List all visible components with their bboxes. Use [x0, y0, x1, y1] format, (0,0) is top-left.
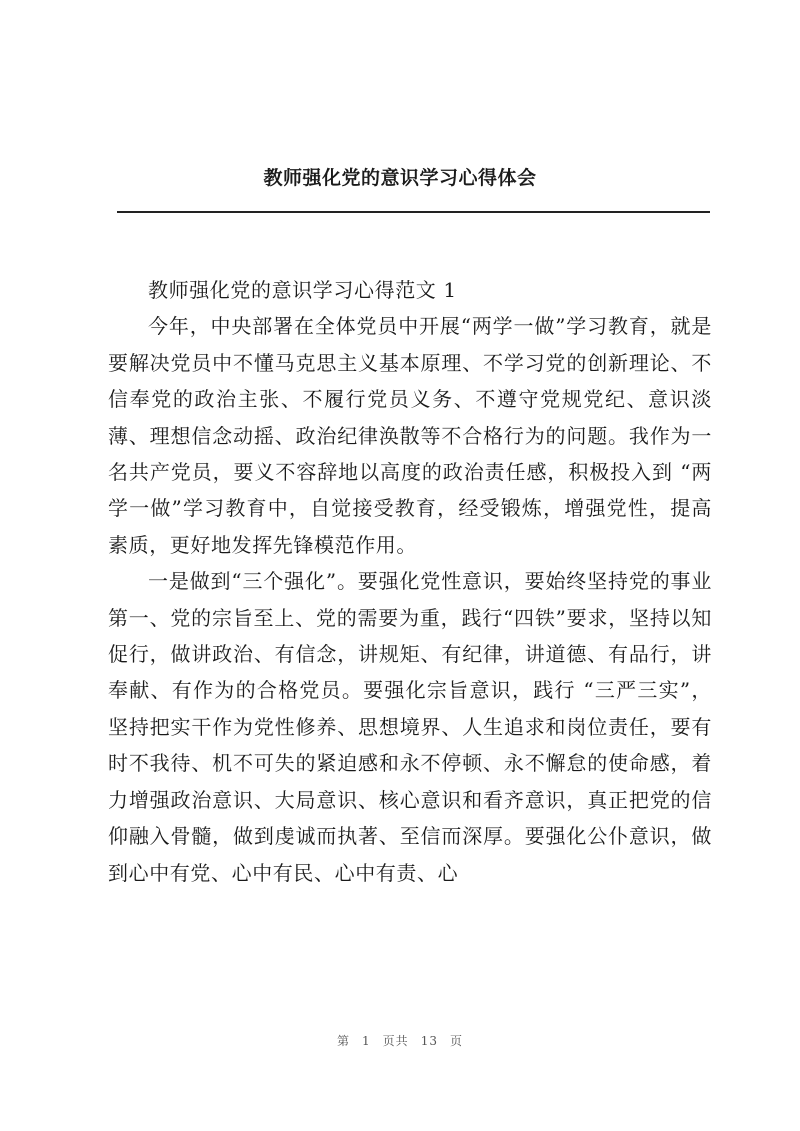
footer-mid: 页共: [382, 1034, 409, 1048]
footer-suffix: 页: [449, 1034, 463, 1048]
document-title: 教师强化党的意识学习心得体会: [263, 167, 537, 189]
paragraph-intro: 今年，中央部署在全体党员中开展“两学一做”学习教育，就是要解决党员中不懂马克思主义基本原理、不学习党的创新理论、不信奉党的政治主张、不履行党员义务、不遵守党规党纪、意识淡薄、理想信念动摇、政治纪律涣散等不合格行为的问题。我作为一名共产党员，要义不容辞地以高度的政治责任感，积极投入到 “两学一做”学习教育中，自觉接受教育，经受锻炼，增强党性，提高素质，更好地发挥先锋模范作用。: [108, 314, 712, 557]
paragraph-subtitle: 教师强化党的意识学习心得范文 1: [148, 278, 457, 302]
page-footer: [0, 1032, 800, 1049]
title-underline: [117, 211, 710, 213]
footer-total-pages: 13: [420, 1034, 438, 1048]
footer-current-page: 1: [362, 1034, 371, 1048]
footer-prefix: 第: [337, 1034, 351, 1048]
paragraph-point-one: 一是做到“三个强化”。要强化党性意识，要始终坚持党的事业第一、党的宗旨至上、党的需要为重，践行“四铁”要求，坚持以知促行，做讲政治、有信念，讲规矩、有纪律，讲道德、有品行，讲奉献、有作为的合格党员。要强化宗旨意识，践行 “三严三实”，坚持把实干作为党性修养、思想境界、人生追求和岗位责任，要有时不我待、机不可失的紧迫感和永不停顿、永不懈怠的使命感，着力增强政治意识、大局意识、核心意识和看齐意识，真正把党的信仰融入骨髓，做到虔诚而执著、至信而深厚。要强化公仆意识，做到心中有党、心中有民、心中有责、心: [108, 569, 712, 885]
document-body: [108, 272, 712, 891]
